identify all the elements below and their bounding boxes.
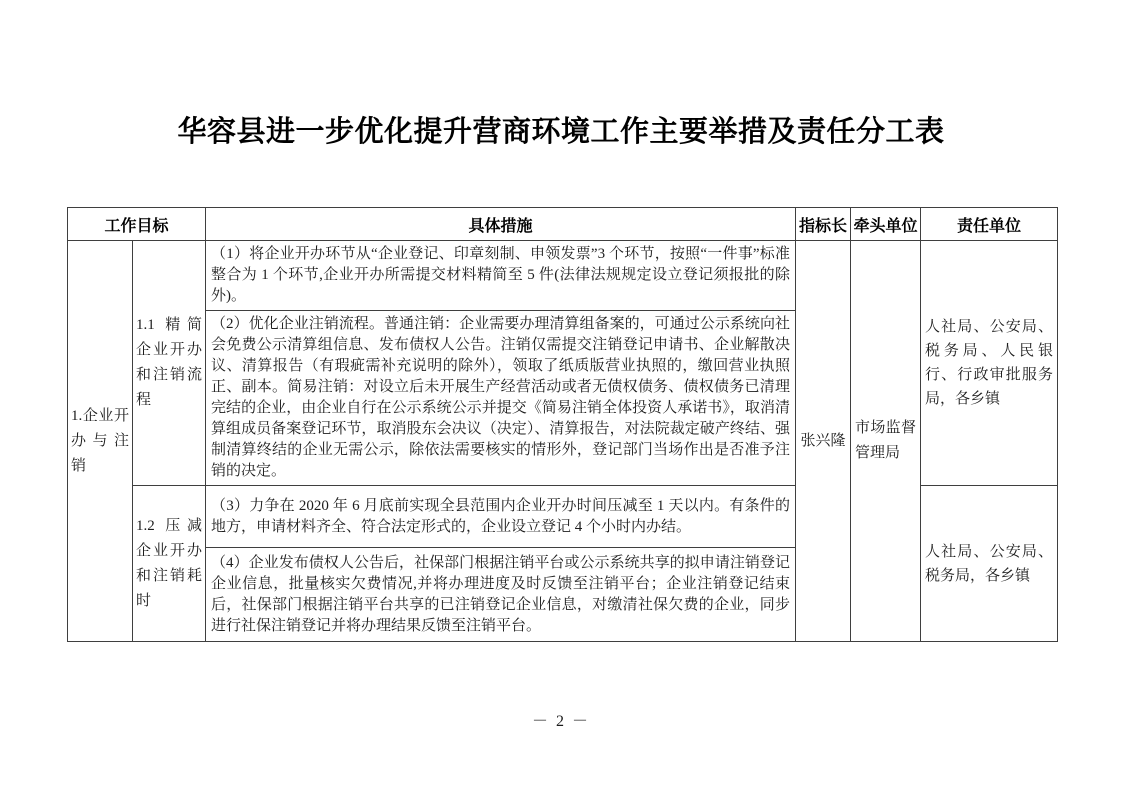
measure-cell-4: （4）企业发布债权人公告后，社保部门根据注销平台或公示系统共享的拟申请注销登记企业信息，批量核实欠费情况,并将办理进度及时反馈至注销平台；企业注销登记结束后，社保部门根据注销平台共享的已注销登记企业信息，对缴清社保欠费的企业，同步进行社保注销登记并将办理结果反馈至注销平台。 [206, 548, 796, 642]
table-row [68, 241, 1058, 311]
lead-unit-cell: 市场监督管理局 [851, 241, 921, 642]
col-header-indicator-leader: 指标长 [796, 208, 851, 241]
col-header-lead-unit: 牵头单位 [851, 208, 921, 241]
measure-cell-2: （2）优化企业注销流程。普通注销：企业需要办理清算组备案的，可通过公示系统向社会免费公示清算组信息、发布债权人公告。注销仅需提交注销登记申请书、企业解散决议、清算报告（有瑕疵需补充说明的除外），领取了纸质版营业执照的，缴回营业执照正、副本。简易注销：对设立后未开展生产经营活动或者无债权债务、债权债务已清理完结的企业，由企业自行在公示系统公示并提交《简易注销全体投资人承诺书》，取消清算组成员备案登记环节，取消股东会决议（决定）、清算报告，对法院裁定破产终结、强制清算终结的企业无需公示，除依法需要核实的情形外，登记部门当场作出是否准予注销的决定。 [206, 311, 796, 486]
goal-cell: 1.企业开办与注销 [68, 241, 133, 642]
col-header-responsible-unit: 责任单位 [921, 208, 1058, 241]
col-header-measures: 具体措施 [206, 208, 796, 241]
subgoal-cell-2: 1.2 压减企业开办和注销耗时 [133, 486, 206, 642]
responsibility-table [67, 207, 1058, 642]
page-number: － 2 － [531, 713, 590, 730]
col-header-work-goal: 工作目标 [68, 208, 206, 241]
table-header-row [68, 208, 1058, 241]
indicator-leader-cell: 张兴隆 [796, 241, 851, 642]
measure-cell-3: （3）力争在 2020 年 6 月底前实现全县范围内企业开办时间压减至 1 天以内。有条件的地方，申请材料齐全、符合法定形式的，企业设立登记 4 个小时内办结。 [206, 486, 796, 548]
responsible-unit-cell-1: 人社局、公安局、税务局、人民银行、行政审批服务局，各乡镇 [921, 241, 1058, 486]
subgoal-cell-1: 1.1 精简企业开办和注销流程 [133, 241, 206, 486]
page-title: 华容县进一步优化提升营商环境工作主要举措及责任分工表 [177, 116, 945, 148]
measure-cell-1: （1）将企业开办环节从“企业登记、印章刻制、申领发票”3 个环节，按照“一件事”标准整合为 1 个环节,企业开办所需提交材料精简至 5 件(法律法规规定设立登记须报批的除外)。 [206, 241, 796, 311]
responsible-unit-cell-2: 人社局、公安局、税务局，各乡镇 [921, 486, 1058, 642]
